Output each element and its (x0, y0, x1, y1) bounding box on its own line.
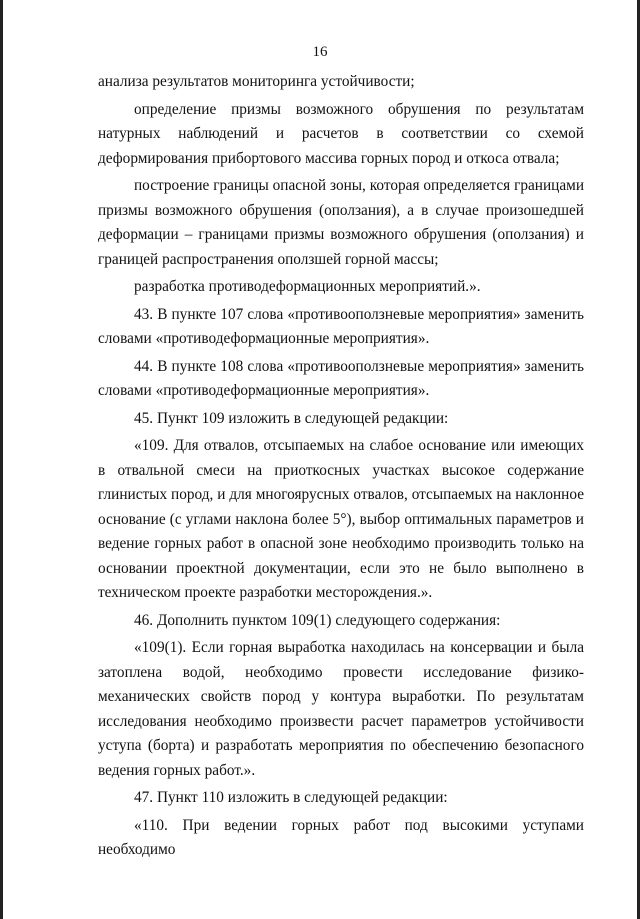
paragraph-12: «110. При ведении горных работ под высокими уступами необходимо (98, 816, 584, 858)
scan-edge-left (0, 0, 3, 919)
paragraph-6: 44. В пункте 108 слова «противооползневые мероприятия» заменить словами «противодеформационные мероприятия». (98, 357, 584, 399)
paragraph-11: 47. Пункт 110 изложить в следующей редакции: (134, 789, 448, 806)
paragraph-7: 45. Пункт 109 изложить в следующей редакции: (134, 409, 449, 427)
page-number: 16 (312, 44, 328, 60)
paragraph-4: разработка противодеформационных мероприятий.». (134, 278, 481, 295)
paragraph-2: определение призмы возможного обрушения по результатам натурных наблюдений и расчетов в соответствии со схемой деформирования прибортового массива горных пород и откоса отвала; (98, 100, 584, 167)
paragraph-8: «109. Для отвалов, отсыпаемых на слабое основание или имеющих в отвальной смеси на приоткосных участках высокое содержание глинистых пород, и для многоярусных отвалов, отсыпаемых на наклонное основание (с углами наклона более 5°), выбор оптимальных параметров и ведение горных работ в опасной зоне необходимо производить только на основании проектной документации, если это не было выполнено в техническом проекте разработки месторождения.». (98, 437, 584, 601)
paragraph-3: построение границы опасной зоны, которая определяется границами призмы возможного обрушения (оползания), а в случае произошедшей деформации – границами призмы возможного обрушения (оползания) и границей распространения оползшей горной массы; (98, 177, 584, 268)
paragraph-9: 46. Дополнить пунктом 109(1) следующего содержания: (134, 611, 501, 629)
paragraph-10: «109(1). Если горная выработка находилась на консервации и была затоплена водой, необходимо провести исследование физико-механических свойств пород у контура выработки. По результатам исследования необходимо произвести расчет параметров устойчивости уступа (борта) и разработать мероприятия по обеспечению безопасного ведения горных работ.». (98, 639, 584, 779)
paragraph-1: анализа результатов мониторинга устойчивости; (98, 73, 415, 90)
document-body (98, 70, 584, 863)
paragraph-5: 43. В пункте 107 слова «противооползневые мероприятия» заменить словами «противодеформационные мероприятия». (98, 305, 584, 347)
